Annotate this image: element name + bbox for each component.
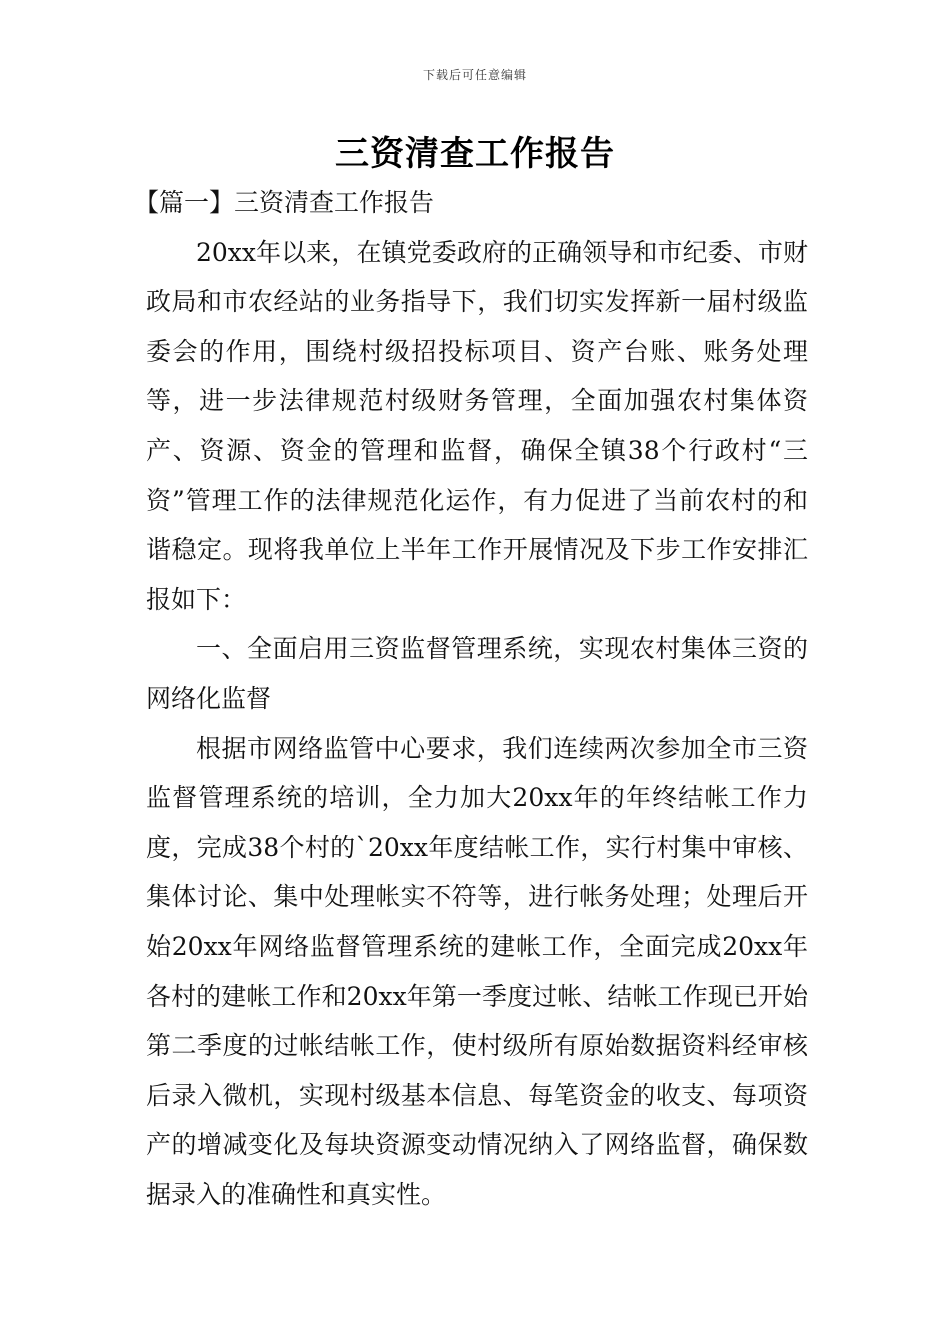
header-note: 下载后可任意编辑 [422,68,527,82]
document-body [134,178,808,1219]
paragraph-details: 根据市网络监管中心要求，我们连续两次参加全市三资监督管理系统的培训，全力加大20xx年的年终结帐工作力度，完成38个村的`20xx年度结帐工作，实行村集中审核、集体讨论、集中处理帐实不符等，进行帐务处理；处理后开始20xx年网络监督管理系统的建帐工作，全面完成20xx年各村的建帐工作和20xx年第一季度过帐、结帐工作现已开始第二季度的过帐结帐工作，使村级所有原始数据资料经审核后录入微机，实现村级基本信息、每笔资金的收支、每项资产的增减变化及每块资源变动情况纳入了网络监督，确保数据录入的准确性和真实性。 [146,733,808,1209]
page-title: 三资清查工作报告 [335,134,615,174]
section-subtitle: 【篇一】三资清查工作报告 [134,188,435,217]
paragraph-intro: 20xx年以来，在镇党委政府的正确领导和市纪委、市财政局和市农经站的业务指导下，我们切实发挥新一届村级监委会的作用，围绕村级招投标项目、资产台账、账务处理等，进一步法律规范村级财务管理，全面加强农村集体资产、资源、资金的管理和监督，确保全镇38个行政村“三资”管理工作的法律规范化运作，有力促进了当前农村的和谐稳定。现将我单位上半年工作开展情况及下步工作安排汇报如下： [146,237,808,614]
paragraph-section-heading: 一、全面启用三资监督管理系统，实现农村集体三资的网络化监督 [146,634,808,713]
